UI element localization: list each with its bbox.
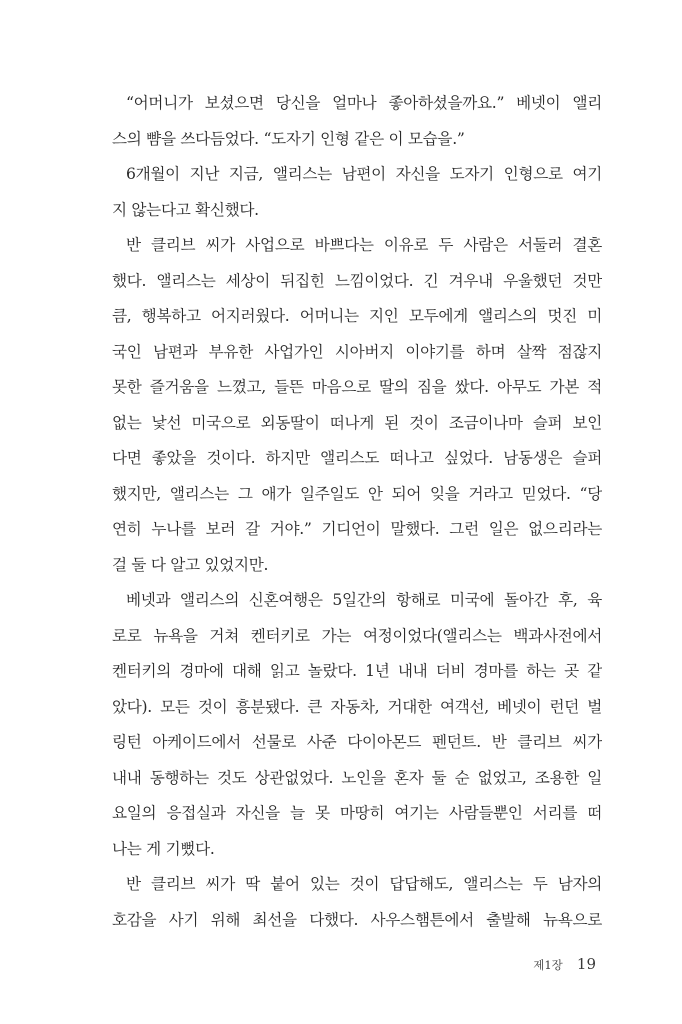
text-line: 로로 뉴욕을 거쳐 켄터키로 가는 여정이었다(앨리스는 백과사전에서 [112,626,602,645]
text-line: 나는 게 기뻤다. [112,839,215,858]
text-line: 호감을 사기 위해 최선을 다했다. 사우스햄튼에서 출발해 뉴욕으로 [112,910,602,929]
text-line: 못한 즐거움을 느꼈고, 들뜬 마음으로 딸의 짐을 쌌다. 아무도 가본 적 [112,378,602,396]
page-number: 19 [576,955,596,973]
text-line: 국인 남편과 부유한 사업가인 시아버지 이야기를 하며 살짝 점잖지 [112,342,602,361]
text-line: 다면 좋았을 것이다. 하지만 앨리스도 떠나고 싶었다. 남동생은 슬퍼 [112,449,602,467]
text-line: 요일의 응접실과 자신을 늘 못 마땅히 여기는 사람들뿐인 서리를 떠 [112,804,602,822]
chapter-label: 제1장 [533,958,563,972]
text-line: 내내 동행하는 것도 상관없었다. 노인을 혼자 둘 순 없었고, 조용한 일 [112,768,602,787]
text-line: 연히 누나를 보러 갈 거야.” 기디언이 말했다. 그런 일은 없으리라는 [112,520,602,538]
text-line: 없는 낯선 미국으로 외동딸이 떠나게 된 것이 조금이나마 슬퍼 보인 [112,413,602,432]
text-line: 했다. 앨리스는 세상이 뒤집힌 느낌이었다. 긴 겨우내 우울했던 것만 [112,271,602,290]
text-line: 았다). 모든 것이 흥분됐다. 큰 자동차, 거대한 여객선, 베넷이 런던 벌 [112,697,602,716]
text-line: 스의 뺨을 쓰다듬었다. “도자기 인형 같은 이 모습을.” [112,129,465,148]
text-line: 6개월이 지난 지금, 앨리스는 남편이 자신을 도자기 인형으로 여기 [126,165,602,183]
body-text [112,86,602,938]
text-line: 켄터키의 경마에 대해 읽고 놀랐다. 1년 내내 더비 경마를 하는 곳 같 [112,662,602,680]
text-line: 링턴 아케이드에서 선물로 사준 다이아몬드 펜던트. 반 클리브 씨가 [112,733,602,751]
text-line: 지 않는다고 확신했다. [112,200,259,219]
text-line: 반 클리브 씨가 딱 붙어 있는 것이 답답해도, 앨리스는 두 남자의 [126,875,602,893]
page-footer [533,955,596,973]
text-line: 걸 둘 다 알고 있었지만. [112,555,269,574]
text-line: 큼, 행복하고 어지러웠다. 어머니는 지인 모두에게 앨리스의 멋진 미 [112,307,602,325]
text-line: “어머니가 보셨으면 당신을 얼마나 좋아하셨을까요.” 베넷이 앨리 [126,94,602,112]
text-line: 반 클리브 씨가 사업으로 바쁘다는 이유로 두 사람은 서둘러 결혼 [126,236,602,254]
text-line: 베넷과 앨리스의 신혼여행은 5일간의 항해로 미국에 돌아간 후, 육 [126,591,602,609]
text-line: 했지만, 앨리스는 그 애가 일주일도 안 되어 잊을 거라고 믿었다. “당 [112,484,602,503]
